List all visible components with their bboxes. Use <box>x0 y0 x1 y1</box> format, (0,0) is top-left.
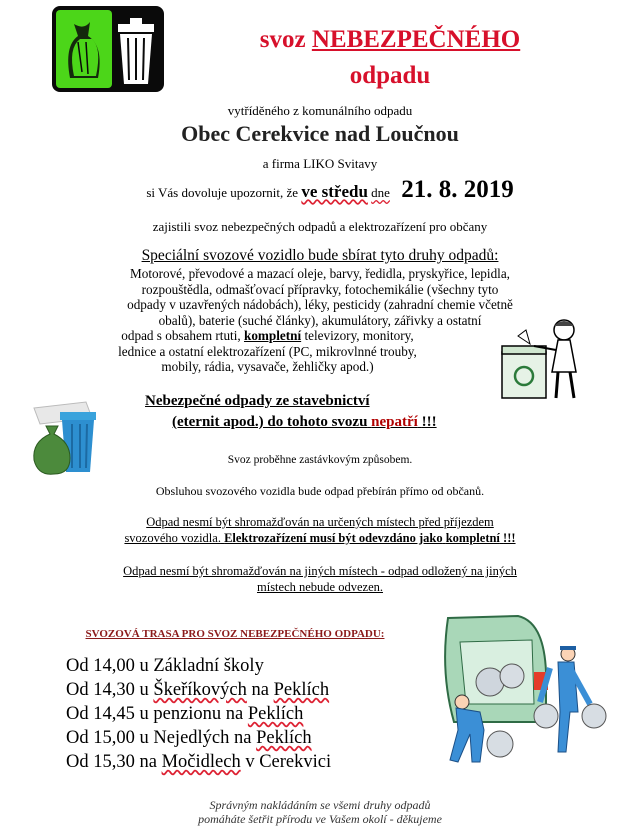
stop-mode-note: Svoz proběhne zastávkovým způsobem. <box>227 454 413 466</box>
warning-2: Odpad nesmí být shromažďován na jiných místech - odpad odložený na jiných místech nebude odvezen. <box>123 564 517 594</box>
route-stop: Od 15,00 u Nejedlých na Peklích <box>66 728 312 748</box>
route-heading: SVOZOVÁ TRASA PRO SVOZ NEBEZPEČNÉHO ODPADU: <box>85 628 385 640</box>
waste-types-list: Motorové, převodové a mazací oleje, barvy, ředidla, pryskyřice, lepidla, rozpouštědla, odmašťovací přípravky, fotochemikálie (všechny tyto odpady v uzavřených nádobách), léky, pesticidy (zahradní chemie včetně obalů), baterie (suché články), akumulátory, zářivky a ostatní <box>127 266 513 328</box>
route-stop: Od 14,00 u Základní školy <box>66 656 264 676</box>
garbage-bag-icon <box>52 6 164 92</box>
warning-1: Odpad nesmí být shromažďován na určených místech před příjezdem svozového vozidla. Elektrozařízení musí být odevzdáno jako kompletní !!! <box>124 515 516 545</box>
special-vehicle-heading: Speciální svozové vozidlo bude sbírat tyto druhy odpadů: <box>141 247 499 264</box>
waste-types-list-cont: odpad s obsahem rtuti, kompletní televizory, monitory, lednice a ostatní elektrozařízení (PC, mikrovlnné trouby, mobily, rádia, vysavače, žehličky apod.) <box>118 328 417 374</box>
route-stop: Od 14,45 u penzionu na Peklích <box>66 704 304 724</box>
footer-line-1: Správným nakládáním se všemi druhy odpadů <box>209 798 431 812</box>
announcement-line: si Vás dovoluje upozornit, že ve středu dne 21. 8. 2019 <box>146 176 514 203</box>
municipality-name: Obec Cerekvice nad Loučnou <box>181 121 459 146</box>
route-stop: Od 14,30 u Škeříkových na Peklích <box>66 680 330 700</box>
route-stop: Od 15,30 na Močidlech v Cerekvici <box>66 752 332 772</box>
bin-and-bag-icon <box>30 398 102 478</box>
title-line-2: odpadu <box>349 62 431 89</box>
subtitle: vytříděného z komunálního odpadu <box>227 103 413 118</box>
footer-line-2: pomáháte šetřit přírodu ve Vašem okolí - děkujeme <box>198 812 442 826</box>
operator-note: Obsluhou svozového vozidla bude odpad přebírán přímo od občanů. <box>155 484 485 498</box>
company-name: a firma LIKO Svitavy <box>262 156 378 171</box>
collection-date: 21. 8. 2019 <box>401 176 514 203</box>
construction-waste-notice: Nebezpečné odpady ze stavebnictví (eternit apod.) do tohoto svozu nepatří !!! <box>145 393 437 430</box>
waste-logo <box>52 6 164 92</box>
trash-can-icon <box>118 18 154 84</box>
recycling-person-icon <box>500 316 590 400</box>
service-description: zajistili svoz nebezpečných odpadů a elektrozařízení pro občany <box>152 219 488 234</box>
title-line-1: svoz NEBEZPEČNÉHO <box>259 26 521 53</box>
garbage-truck-workers-icon <box>440 612 615 787</box>
collection-day: ve středu <box>301 182 368 201</box>
